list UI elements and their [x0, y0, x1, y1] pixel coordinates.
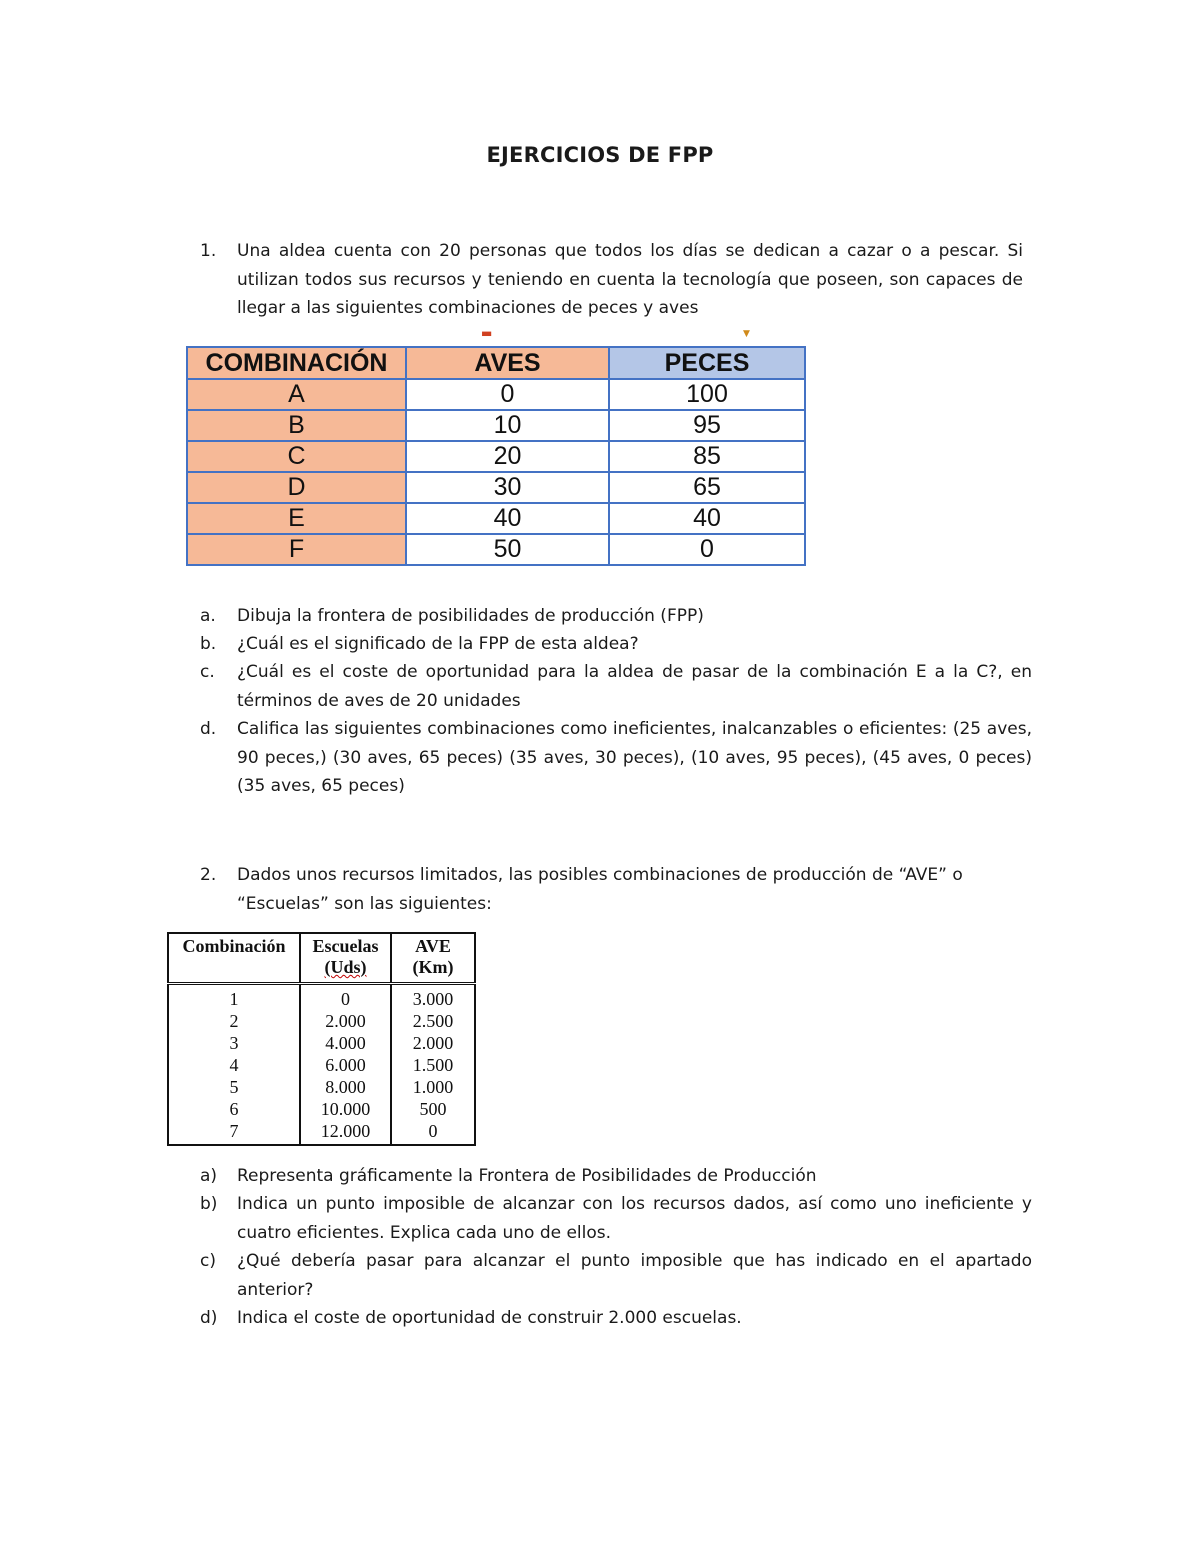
cell-aves: 30 [406, 472, 609, 503]
header-ave-line1: AVE [415, 936, 451, 956]
question-2-number: 2. [200, 865, 217, 885]
cell-combinacion: 2 [168, 1010, 300, 1032]
orange-mark: ▼ [743, 329, 750, 339]
table-row [187, 410, 805, 441]
item-label: b. [200, 634, 217, 654]
cell-peces: 95 [609, 410, 805, 441]
cell-peces: 85 [609, 441, 805, 472]
cell-ave: 3.000 [412, 989, 454, 1009]
item-text: ¿Qué debería pasar para alcanzar el punto imposible que has indicado en el apartado anterior? [237, 1251, 1032, 1300]
cell-combinacion: C [187, 441, 406, 472]
question-1-number: 1. [200, 241, 217, 261]
cell-combinacion: 1 [168, 984, 300, 1011]
cell-ave: 1.000 [412, 1077, 454, 1097]
item-label: b) [200, 1194, 218, 1214]
cell-escuelas: 0 [300, 984, 391, 1011]
header-ave-line2: (Km) [412, 957, 454, 977]
table-row [187, 534, 805, 565]
header-combinacion: Combinación [168, 933, 300, 984]
item-text: Representa gráficamente la Frontera de Posibilidades de Producción [237, 1166, 817, 1186]
item-text: ¿Cuál es el significado de la FPP de esta aldea? [237, 634, 639, 654]
cell-combinacion: A [187, 379, 406, 410]
item-text: Indica el coste de oportunidad de construir 2.000 escuelas. [237, 1308, 742, 1328]
header-peces: PECES [609, 347, 805, 379]
table-row [168, 984, 475, 1011]
cell-peces: 65 [609, 472, 805, 503]
cell-aves: 0 [406, 379, 609, 410]
table-row [168, 1054, 475, 1076]
cell-combinacion: F [187, 534, 406, 565]
cell-combinacion: D [187, 472, 406, 503]
question-2-text: Dados unos recursos limitados, las posibles combinaciones de producción de “AVE” o “Escuelas” son las siguientes: [237, 865, 963, 914]
cell-combinacion: 6 [168, 1098, 300, 1120]
cell-aves: 40 [406, 503, 609, 534]
table-row [187, 441, 805, 472]
header-escuelas-line1: Escuelas [312, 936, 379, 956]
combinations-table-aves-peces [186, 346, 806, 566]
cell-ave: 1.500 [412, 1055, 454, 1075]
header-escuelas-line2: (Uds) [324, 957, 367, 977]
cell-peces: 0 [609, 534, 805, 565]
table-row [168, 1076, 475, 1098]
page-title: EJERCICIOS DE FPP [486, 143, 714, 167]
item-text: Califica las siguientes combinaciones como ineficientes, inalcanzables o eficientes: (25 aves, 90 peces,) (30 aves, 65 peces) (35 aves, 30 peces), (10 aves, 95 peces), (45 aves, 0 peces) (35 aves, 65 peces) [237, 719, 1032, 796]
table-row [168, 1032, 475, 1054]
item-label: d) [200, 1308, 218, 1328]
cell-combinacion: 3 [168, 1032, 300, 1054]
question-1-text: Una aldea cuenta con 20 personas que todos los días se dedican a cazar o a pescar. Si utilizan todos sus recursos y teniendo en cuenta la tecnología que poseen, son capaces de llegar a las siguientes combinaciones de peces y aves [237, 241, 1023, 318]
table-row [187, 503, 805, 534]
table-header-row [168, 933, 475, 984]
table-row [168, 1098, 475, 1120]
header-combinacion: COMBINACIÓN [187, 347, 406, 379]
table-row [187, 472, 805, 503]
table-row [168, 1010, 475, 1032]
cell-combinacion: B [187, 410, 406, 441]
item-text: Indica un punto imposible de alcanzar con los recursos dados, así como uno ineficiente y cuatro eficientes. Explica cada uno de ellos. [237, 1194, 1032, 1243]
cell-escuelas: 8.000 [300, 1076, 391, 1098]
header-aves: AVES [406, 347, 609, 379]
cell-ave: 500 [419, 1099, 447, 1119]
item-label: d. [200, 719, 217, 739]
cell-combinacion: 7 [168, 1120, 300, 1145]
cell-aves: 10 [406, 410, 609, 441]
header-escuelas [300, 933, 391, 984]
item-label: c) [200, 1251, 216, 1271]
cell-escuelas: 10.000 [300, 1098, 391, 1120]
cell-peces: 40 [609, 503, 805, 534]
cell-escuelas: 12.000 [300, 1120, 391, 1145]
cell-combinacion: 4 [168, 1054, 300, 1076]
item-label: a. [200, 606, 216, 626]
cell-escuelas: 6.000 [300, 1054, 391, 1076]
item-label: c. [200, 662, 215, 682]
table-row [187, 379, 805, 410]
item-label: a) [200, 1166, 218, 1186]
cell-aves: 20 [406, 441, 609, 472]
cell-combinacion: E [187, 503, 406, 534]
cell-peces: 100 [609, 379, 805, 410]
combinations-table-escuelas-ave [167, 932, 476, 1146]
cell-ave: 2.000 [412, 1033, 454, 1053]
cell-aves: 50 [406, 534, 609, 565]
table-row [168, 1120, 475, 1145]
table-header-row [187, 347, 805, 379]
cell-escuelas: 2.000 [300, 1010, 391, 1032]
cell-ave: 2.500 [412, 1011, 454, 1031]
header-ave [391, 933, 475, 984]
item-text: ¿Cuál es el coste de oportunidad para la aldea de pasar de la combinación E a la C?, en términos de aves de 20 unidades [237, 662, 1032, 711]
cell-escuelas: 4.000 [300, 1032, 391, 1054]
red-mark: ▬ [481, 326, 493, 340]
item-text: Dibuja la frontera de posibilidades de producción (FPP) [237, 606, 704, 626]
cell-ave: 0 [428, 1121, 438, 1141]
cell-combinacion: 5 [168, 1076, 300, 1098]
